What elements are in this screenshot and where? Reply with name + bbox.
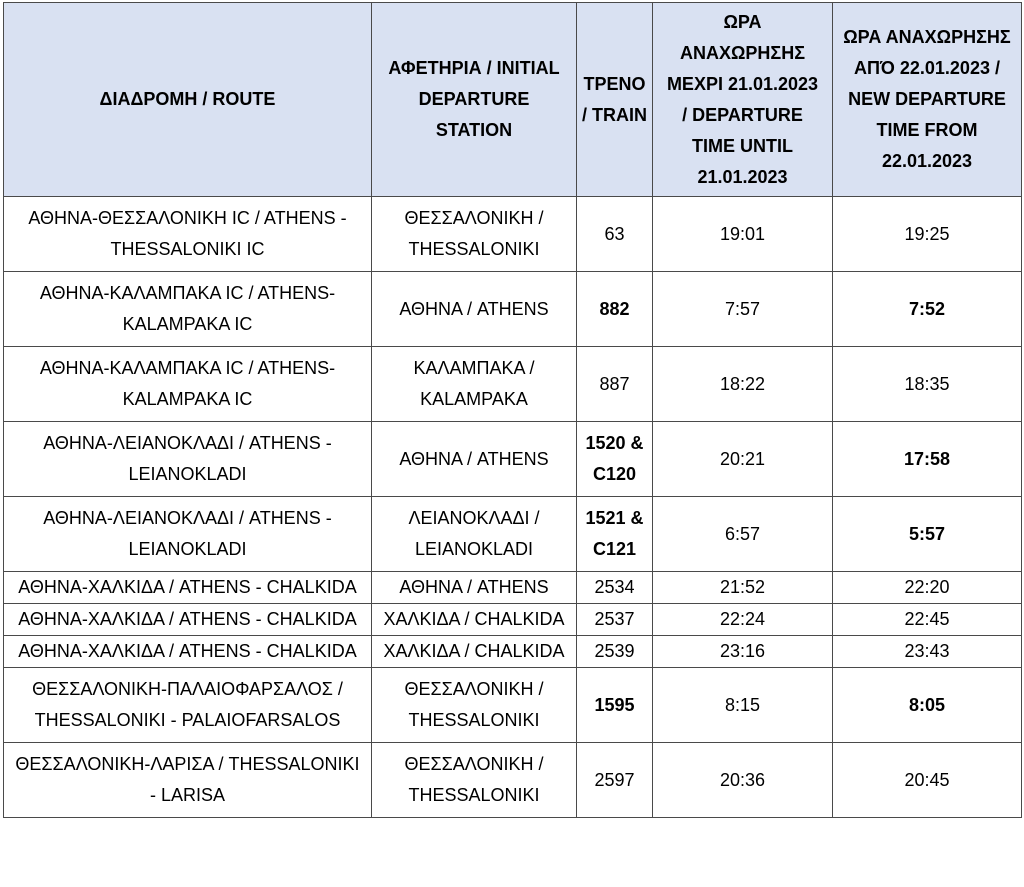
train-text: 63	[604, 223, 625, 244]
new-time-cell	[833, 604, 1022, 636]
new-time-cell	[833, 572, 1022, 604]
station-text: ΑΘΗΝΑ / ATHENS	[399, 298, 549, 319]
old-time-text: 20:36	[719, 769, 766, 790]
station-cell	[372, 743, 577, 818]
route-cell	[4, 743, 372, 818]
table-row	[4, 743, 1022, 818]
old-time-text: 7:57	[724, 298, 761, 319]
route-cell	[4, 347, 372, 422]
new-time-text: 8:05	[908, 694, 946, 715]
new-time-cell	[833, 272, 1022, 347]
old-time-text: 23:16	[719, 641, 766, 661]
station-text: ΑΘΗΝΑ / ATHENS	[399, 448, 549, 469]
route-text: ΘΕΣΣΑΛΟΝΙΚΗ-ΛΑΡΙΣΑ / THESSALONIKI - LARISA	[15, 754, 360, 805]
station-cell	[372, 497, 577, 572]
new-time-cell	[833, 497, 1022, 572]
train-cell	[577, 668, 653, 743]
route-cell	[4, 272, 372, 347]
route-cell	[4, 636, 372, 668]
header-row	[4, 3, 1022, 197]
header-station	[372, 3, 577, 197]
new-time-text: 20:45	[904, 769, 950, 790]
train-cell	[577, 497, 653, 572]
route-text: ΑΘΗΝΑ-ΚΑΛΑΜΠΑΚΑ IC / ATHENS- KALAMPAKA IC	[39, 358, 336, 409]
new-time-cell	[833, 636, 1022, 668]
table-row	[4, 668, 1022, 743]
station-text: ΛΕΙΑΝΟΚΛΑΔΙ / LEIANOKLADI	[408, 508, 540, 559]
route-text: ΑΘΗΝΑ-ΘΕΣΣΑΛΟΝΙΚΗ IC / ATHENS - THESSALONIKI IC	[28, 208, 347, 259]
table-row	[4, 497, 1022, 572]
train-cell	[577, 422, 653, 497]
old-time-text: 21:52	[719, 577, 766, 597]
header-station-label: ΑΦΕΤΗΡΙΑ / INITIAL DEPARTURE STATION	[388, 58, 560, 140]
old-time-cell	[653, 497, 833, 572]
new-time-text: 17:58	[903, 448, 951, 469]
station-cell	[372, 636, 577, 668]
new-time-cell	[833, 743, 1022, 818]
route-cell	[4, 197, 372, 272]
old-time-cell	[653, 422, 833, 497]
route-cell	[4, 604, 372, 636]
route-text: ΑΘΗΝΑ-ΧΑΛΚΙΔΑ / ATHENS - CHALKIDA	[18, 641, 357, 661]
station-text: ΘΕΣΣΑΛΟΝΙΚΗ / THESSALONIKI	[404, 679, 544, 730]
station-text: ΧΑΛΚΙΔΑ / CHALKIDA	[383, 609, 565, 629]
old-time-cell	[653, 272, 833, 347]
header-old-time	[653, 3, 833, 197]
table-row	[4, 572, 1022, 604]
new-time-cell	[833, 347, 1022, 422]
old-time-text: 19:01	[719, 223, 766, 244]
table-row	[4, 347, 1022, 422]
train-text: 2537	[594, 609, 635, 629]
header-new-time	[833, 3, 1022, 197]
table-row	[4, 272, 1022, 347]
route-text: ΑΘΗΝΑ-ΚΑΛΑΜΠΑΚΑ IC / ATHENS- KALAMPAKA IC	[39, 283, 336, 334]
old-time-cell	[653, 604, 833, 636]
header-train-label: ΤΡΕΝΟ / TRAIN	[582, 73, 647, 125]
station-cell	[372, 197, 577, 272]
route-text: ΑΘΗΝΑ-ΛΕΙΑΝΟΚΛΑΔΙ / ATHENS - LEIANOKLADI	[43, 433, 332, 484]
new-time-cell	[833, 422, 1022, 497]
station-cell	[372, 668, 577, 743]
table-row	[4, 636, 1022, 668]
old-time-cell	[653, 636, 833, 668]
train-cell	[577, 272, 653, 347]
route-text: ΘΕΣΣΑΛΟΝΙΚΗ-ΠΑΛΑΙΟΦΑΡΣΑΛΟΣ / THESSALONIKI - PALAIOFARSALOS	[32, 679, 343, 730]
station-text: ΚΑΛΑΜΠΑΚΑ / KALAMPAKA	[413, 358, 535, 409]
header-route	[4, 3, 372, 197]
old-time-cell	[653, 347, 833, 422]
station-cell	[372, 572, 577, 604]
route-cell	[4, 497, 372, 572]
train-text: 1521 & C121	[585, 508, 644, 559]
route-text: ΑΘΗΝΑ-ΧΑΛΚΙΔΑ / ATHENS - CHALKIDA	[18, 577, 357, 597]
station-cell	[372, 604, 577, 636]
new-time-text: 22:45	[904, 609, 950, 629]
header-new-time-label: ΩΡΑ ΑΝΑΧΩΡΗΣΗΣ ΑΠΌ 22.01.2023 / NEW DEPARTURE TIME FROM 22.01.2023	[843, 27, 1011, 171]
old-time-text: 8:15	[724, 694, 761, 715]
old-time-cell	[653, 197, 833, 272]
new-time-cell	[833, 197, 1022, 272]
station-text: ΧΑΛΚΙΔΑ / CHALKIDA	[383, 641, 565, 661]
new-time-text: 5:57	[908, 523, 946, 544]
route-cell	[4, 422, 372, 497]
old-time-text: 6:57	[724, 523, 761, 544]
train-text: 882	[599, 298, 630, 319]
train-cell	[577, 636, 653, 668]
station-cell	[372, 422, 577, 497]
header-train	[577, 3, 653, 197]
old-time-text: 22:24	[719, 609, 766, 629]
old-time-text: 18:22	[719, 373, 766, 394]
train-cell	[577, 743, 653, 818]
train-text: 887	[599, 373, 630, 394]
station-text: ΘΕΣΣΑΛΟΝΙΚΗ / THESSALONIKI	[404, 208, 544, 259]
station-text: ΑΘΗΝΑ / ATHENS	[399, 577, 549, 597]
station-cell	[372, 272, 577, 347]
old-time-cell	[653, 572, 833, 604]
train-cell	[577, 604, 653, 636]
new-time-text: 22:20	[904, 577, 950, 597]
station-cell	[372, 347, 577, 422]
train-text: 2534	[594, 577, 635, 597]
route-cell	[4, 668, 372, 743]
train-text: 2597	[594, 769, 635, 790]
route-cell	[4, 572, 372, 604]
table-row	[4, 604, 1022, 636]
station-text: ΘΕΣΣΑΛΟΝΙΚΗ / THESSALONIKI	[404, 754, 544, 805]
new-time-text: 18:35	[904, 373, 950, 394]
new-time-text: 23:43	[904, 641, 950, 661]
route-text: ΑΘΗΝΑ-ΧΑΛΚΙΔΑ / ATHENS - CHALKIDA	[18, 609, 357, 629]
old-time-cell	[653, 743, 833, 818]
table-row	[4, 422, 1022, 497]
new-time-cell	[833, 668, 1022, 743]
old-time-cell	[653, 668, 833, 743]
header-old-time-label: ΩΡΑ ΑΝΑΧΩΡΗΣΗΣ ΜΕΧΡΙ 21.01.2023 / DEPARTURE TIME UNTIL 21.01.2023	[666, 11, 819, 187]
new-time-text: 7:52	[908, 298, 946, 319]
train-text: 1595	[594, 694, 635, 715]
old-time-text: 20:21	[719, 448, 766, 469]
table-row	[4, 197, 1022, 272]
train-cell	[577, 572, 653, 604]
header-route-label: ΔΙΑΔΡΟΜΗ / ROUTE	[99, 89, 276, 109]
train-cell	[577, 347, 653, 422]
route-text: ΑΘΗΝΑ-ΛΕΙΑΝΟΚΛΑΔΙ / ATHENS - LEIANOKLADI	[43, 508, 332, 559]
train-text: 2539	[594, 641, 635, 661]
train-text: 1520 & C120	[585, 433, 644, 484]
new-time-text: 19:25	[904, 223, 950, 244]
train-cell	[577, 197, 653, 272]
train-schedule-table	[3, 2, 1022, 818]
